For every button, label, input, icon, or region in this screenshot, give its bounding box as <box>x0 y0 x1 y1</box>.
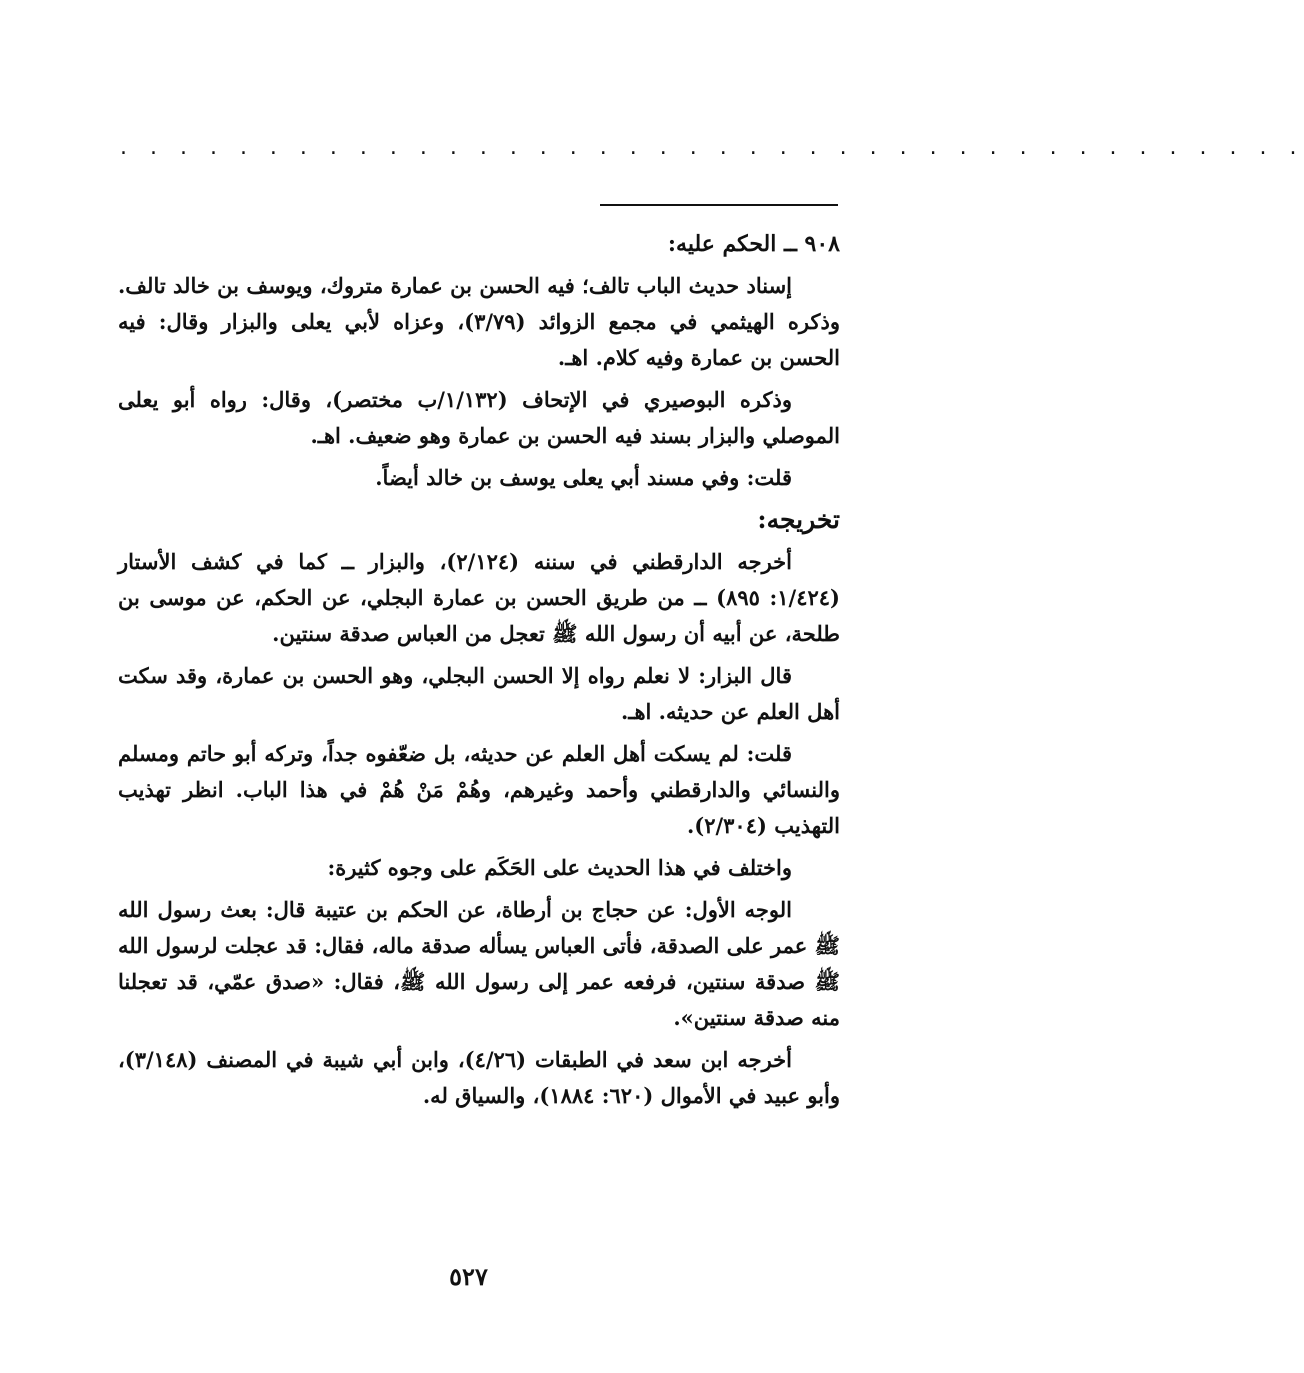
dotted-separator: . . . . . . . . . . . . . . . . . . . . . . . . . . . . . . . . . . . . . . . . <box>120 135 1304 160</box>
takhrij-paragraph-5: الوجه الأول: عن حجاج بن أرطاة، عن الحكم بن عتيبة قال: بعث رسول الله ﷺ عمر على الصدقة، فأتى العباس يسأله صدقة ماله، فقال: قد عجلت لرسول الله ﷺ صدقة سنتين، فرفعه عمر إلى رسول الله ﷺ، فقال: «صدق عمّي، قد تعجلنا منه صدقة سنتين». <box>118 897 840 1030</box>
paragraph-1: إسناد حديث الباب تالف؛ فيه الحسن بن عمارة متروك، ويوسف بن خالد تالف. وذكره الهيثمي في مجمع الزوائد (٣/٧٩)، وعزاه لأبي يعلى والبزار وقال: فيه الحسن بن عمارة وفيه كلام. اهـ. <box>118 273 840 370</box>
takhrij-heading: تخريجه: <box>757 505 840 534</box>
takhrij-paragraph-6: أخرجه ابن سعد في الطبقات (٤/٢٦)، وابن أبي شيبة في المصنف (٣/١٤٨)، وأبو عبيد في الأموال (٦٢٠: ١٨٨٤)، والسياق له. <box>118 1047 840 1108</box>
page-body <box>118 226 840 1120</box>
paragraph-2: وذكره البوصيري في الإتحاف (١/١٣٢/ب مختصر)، وقال: رواه أبو يعلى الموصلي والبزار بسند فيه الحسن بن عمارة وهو ضعيف. اهـ. <box>118 387 840 448</box>
paragraph-3: قلت: وفي مسند أبي يعلى يوسف بن خالد أيضاً. <box>375 465 792 490</box>
takhrij-paragraph-2: قال البزار: لا نعلم رواه إلا الحسن البجلي، وهو الحسن بن عمارة، وقد سكت أهل العلم عن حديثه. اهـ. <box>118 663 840 724</box>
takhrij-paragraph-4: واختلف في هذا الحديث على الحَكَم على وجوه كثيرة: <box>327 855 792 880</box>
footnote-rule <box>600 204 838 206</box>
page-number: ٥٢٧ <box>449 1262 488 1291</box>
section-heading: ٩٠٨ ــ الحكم عليه: <box>667 231 840 257</box>
takhrij-paragraph-1: أخرجه الدارقطني في سننه (٢/١٢٤)، والبزار ــ كما في كشف الأستار (١/٤٢٤: ٨٩٥) ــ من طريق الحسن بن عمارة البجلي، عن الحكم، عن موسى بن طلحة، عن أبيه أن رسول الله ﷺ تعجل من العباس صدقة سنتين. <box>118 549 840 646</box>
takhrij-paragraph-3: قلت: لم يسكت أهل العلم عن حديثه، بل ضعّفوه جداً، وتركه أبو حاتم ومسلم والنسائي والدارقطني وأحمد وغيرهم، وهُمْ مَنْ هُمْ في هذا الباب. انظر تهذيب التهذيب (٢/٣٠٤). <box>118 741 840 838</box>
